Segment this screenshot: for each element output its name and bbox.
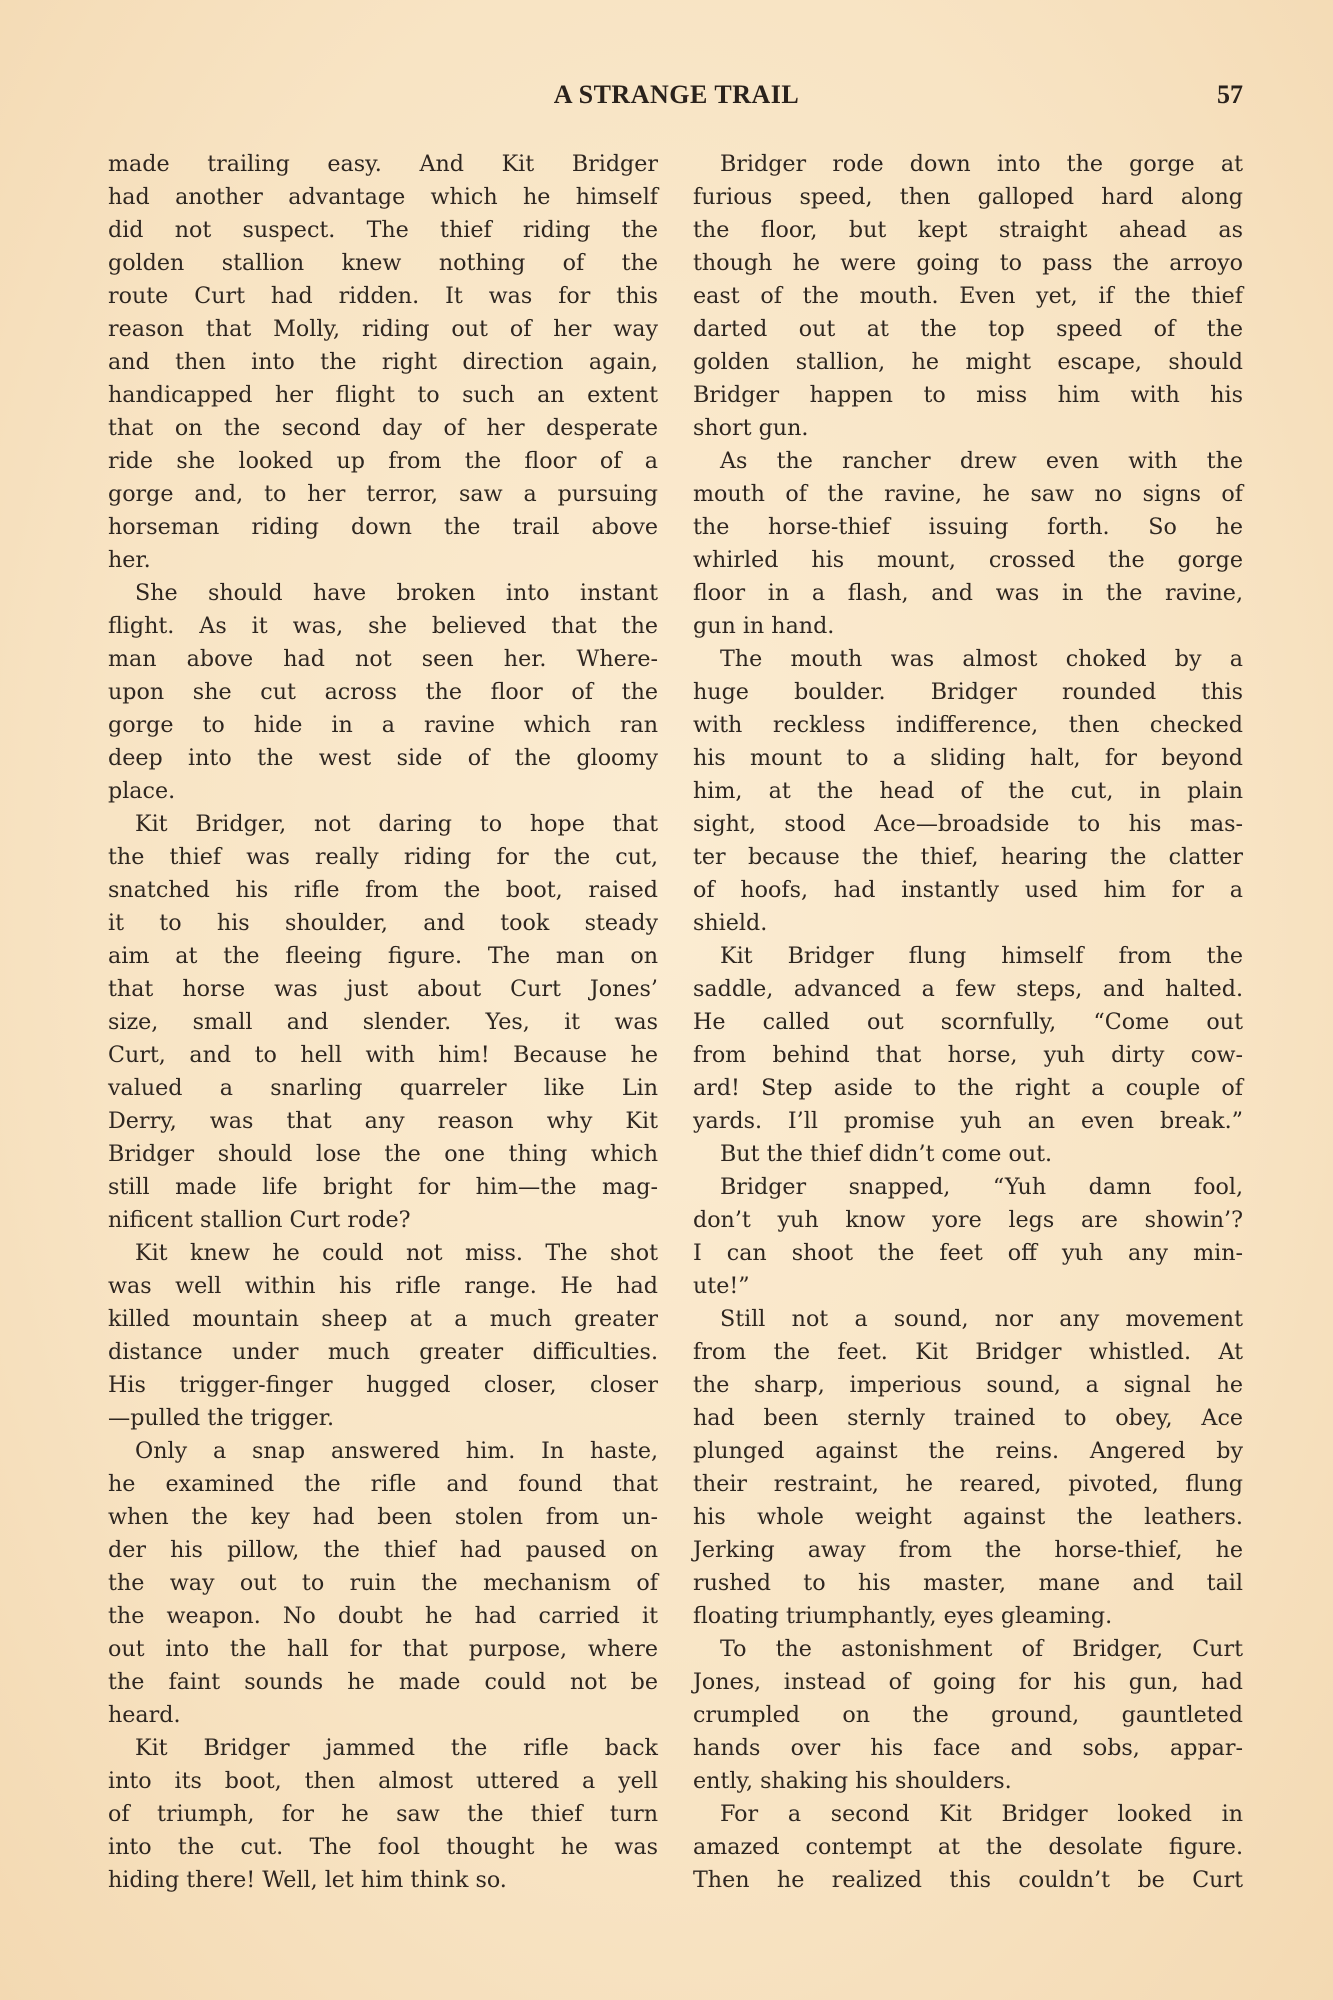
text-line: her. [108,547,151,573]
text-line: don’t yuh know yore legs are showin’? [693,1207,1243,1233]
text-line: Kit Bridger jammed the rifle back [135,1735,658,1761]
text-line: Kit Bridger flung himself from the [720,943,1243,969]
text-line: of triumph, for he saw the thief turn [108,1801,658,1827]
text-line: Curt, and to hell with him! Because he [108,1042,658,1068]
text-line: ute!” [693,1273,750,1299]
text-line: with reckless indifference, then checked [693,712,1243,738]
text-line: yards. I’ll promise yuh an even break.” [693,1108,1243,1134]
text-line: distance under much greater difficulties. [108,1339,658,1365]
text-line: Then he realized this couldn’t be Curt [693,1867,1243,1893]
text-line: He called out scornfully, “Come out [693,1009,1243,1035]
text-line: For a second Kit Bridger looked in [720,1801,1243,1827]
text-line: was well within his rifle range. He had [108,1273,658,1299]
text-line: handicapped her flight to such an extent [108,382,658,408]
text-line: did not suspect. The thief riding the [108,217,658,243]
text-line: the thief was really riding for the cut, [108,844,658,870]
text-line: route Curt had ridden. It was for this [108,283,658,309]
text-line: —pulled the trigger. [108,1405,335,1431]
text-line: golden stallion, he might escape, should [693,349,1243,375]
text-line: plunged against the reins. Angered by [693,1438,1243,1464]
text-line: furious speed, then galloped hard along [693,184,1243,210]
page-number: 57 [1217,80,1243,109]
text-line: gorge and, to her terror, saw a pursuing [108,481,658,507]
text-line: Only a snap answered him. In haste, [135,1438,658,1464]
text-line: Kit Bridger, not daring to hope that [135,811,658,837]
text-column-left [108,148,658,1897]
text-line: when the key had been stolen from un- [108,1504,658,1530]
text-line: Bridger rode down into the gorge at [720,151,1243,177]
text-line: that horse was just about Curt Jones’ [108,976,658,1002]
text-column-right [693,148,1243,1897]
text-line: floating triumphantly, eyes gleaming. [693,1603,1113,1629]
text-line: valued a snarling quarreler like Lin [108,1075,658,1101]
text-line: though he were going to pass the arroyo [693,250,1243,276]
text-line: out into the hall for that purpose, where [108,1636,658,1662]
text-line: it to his shoulder, and took steady [108,910,658,936]
text-line: into the cut. The fool thought he was [108,1834,658,1860]
text-line: crumpled on the ground, gauntleted [693,1702,1243,1728]
text-line: ently, shaking his shoulders. [693,1768,1012,1794]
text-line: made trailing easy. And Kit Bridger [108,151,658,177]
text-line: whirled his mount, crossed the gorge [693,547,1243,573]
text-line: reason that Molly, riding out of her way [108,316,658,342]
text-line: saddle, advanced a few steps, and halted. [693,976,1243,1002]
text-line: But the thief didn’t come out. [720,1141,1053,1167]
text-line: the way out to ruin the mechanism of [108,1570,658,1596]
text-line: hands over his face and sobs, appar- [693,1735,1243,1761]
text-line: mouth of the ravine, he saw no signs of [693,481,1243,507]
text-line: shield. [693,910,768,936]
text-line: Bridger happen to miss him with his [693,382,1243,408]
text-line: huge boulder. Bridger rounded this [693,679,1243,705]
text-line: amazed contempt at the desolate figure. [693,1834,1243,1860]
text-line: snatched his rifle from the boot, raised [108,877,658,903]
text-line: heard. [108,1702,181,1728]
text-line: place. [108,778,176,804]
text-line: gun in hand. [693,613,835,639]
running-head [110,78,1243,114]
text-line: of hoofs, had instantly used him for a [693,877,1243,903]
text-line: flight. As it was, she believed that the [108,613,658,639]
text-line: As the rancher drew even with the [720,448,1243,474]
text-line: His trigger-finger hugged closer, closer [108,1372,658,1398]
text-line: the faint sounds he made could not be [108,1669,658,1695]
text-line: I can shoot the feet off yuh any min- [693,1240,1243,1266]
text-line: him, at the head of the cut, in plain [693,778,1243,804]
text-line: had been sternly trained to obey, Ace [693,1405,1243,1431]
text-line: Jerking away from the horse-thief, he [693,1537,1243,1563]
text-line: darted out at the top speed of the [693,316,1243,342]
text-line: their restraint, he reared, pivoted, flung [693,1471,1243,1497]
text-line: ter because the thief, hearing the clatter [693,844,1243,870]
text-line: Kit knew he could not miss. The shot [135,1240,658,1266]
text-line: size, small and slender. Yes, it was [108,1009,658,1035]
text-line: from the feet. Kit Bridger whistled. At [693,1339,1243,1365]
text-line: still made life bright for him—the mag- [108,1174,658,1200]
text-line: horseman riding down the trail above [108,514,658,540]
text-line: ride she looked up from the floor of a [108,448,658,474]
text-line: golden stallion knew nothing of the [108,250,658,276]
text-line: the weapon. No doubt he had carried it [108,1603,658,1629]
text-line: der his pillow, the thief had paused on [108,1537,658,1563]
text-line: floor in a flash, and was in the ravine, [693,580,1243,606]
text-line: gorge to hide in a ravine which ran [108,712,658,738]
text-line: killed mountain sheep at a much greater [108,1306,658,1332]
text-line: short gun. [693,415,809,441]
text-line: To the astonishment of Bridger, Curt [720,1636,1243,1662]
text-line: The mouth was almost choked by a [720,646,1243,672]
text-line: rushed to his master, mane and tail [693,1570,1243,1596]
text-line: and then into the right direction again, [108,349,658,375]
text-line: hiding there! Well, let him think so. [108,1867,507,1893]
text-line: She should have broken into instant [135,580,658,606]
text-line: from behind that horse, yuh dirty cow- [693,1042,1243,1068]
text-line: deep into the west side of the gloomy [108,745,658,771]
text-line: Jones, instead of going for his gun, had [693,1669,1243,1695]
text-line: that on the second day of her desperate [108,415,658,441]
text-line: his whole weight against the leathers. [693,1504,1243,1530]
text-line: east of the mouth. Even yet, if the thief [693,283,1243,309]
text-line: Derry, was that any reason why Kit [108,1108,658,1134]
text-line: ard! Step aside to the right a couple of [693,1075,1243,1101]
text-line: the sharp, imperious sound, a signal he [693,1372,1243,1398]
text-line: nificent stallion Curt rode? [108,1207,411,1233]
text-line: had another advantage which he himself [108,184,658,210]
text-line: into its boot, then almost uttered a yell [108,1768,658,1794]
text-line: he examined the rifle and found that [108,1471,658,1497]
text-line: man above had not seen her. Where- [108,646,658,672]
text-line: Still not a sound, nor any movement [720,1306,1243,1332]
text-line: the floor, but kept straight ahead as [693,217,1243,243]
text-line: aim at the fleeing figure. The man on [108,943,658,969]
text-line: sight, stood Ace—broadside to his mas- [693,811,1243,837]
running-title: A STRANGE TRAIL [553,80,800,109]
text-line: upon she cut across the floor of the [108,679,658,705]
text-line: his mount to a sliding halt, for beyond [693,745,1243,771]
text-line: the horse-thief issuing forth. So he [693,514,1243,540]
text-line: Bridger snapped, “Yuh damn fool, [720,1174,1243,1200]
text-line: Bridger should lose the one thing which [108,1141,658,1167]
